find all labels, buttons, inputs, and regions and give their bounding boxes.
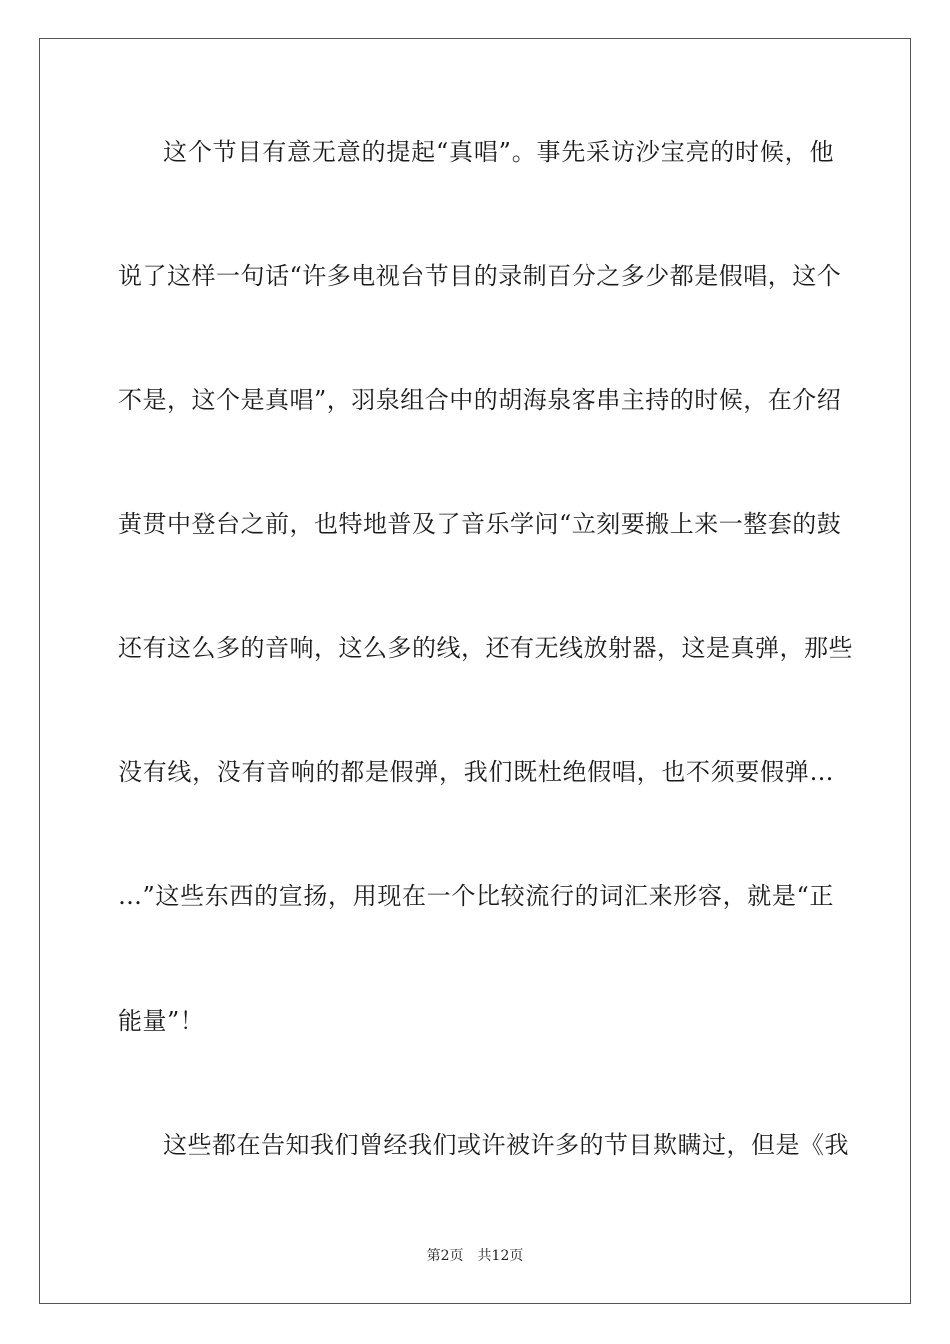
paragraph-1-line-6: 没有线，没有音响的都是假弹，我们既杜绝假唱，也不须要假弹… xyxy=(118,758,834,786)
paragraph-2-line-1: 这些都在告知我们曾经我们或许被许多的节目欺瞒过，但是《我 xyxy=(163,1131,849,1159)
paragraph-1-line-1: 这个节目有意无意的提起“真唱”。事先采访沙宝亮的时候，他 xyxy=(163,138,834,166)
paragraph-1-line-7: …”这些东西的宣扬，用现在一个比较流行的词汇来形容，就是“正 xyxy=(118,882,834,910)
page-total: 共12页 xyxy=(477,1248,524,1264)
paragraph-1-line-4: 黄贯中登台之前，也特地普及了音乐学问“立刻要搬上来一整套的鼓 xyxy=(118,510,842,538)
paragraph-1-line-3: 不是，这个是真唱”，羽泉组合中的胡海泉客串主持的时候，在介绍 xyxy=(118,386,842,414)
paragraph-1-line-8: 能量”！ xyxy=(118,1007,205,1035)
page-footer xyxy=(0,1247,950,1265)
page-border xyxy=(39,38,911,1304)
page-number: 第2页 xyxy=(426,1248,464,1264)
paragraph-1-line-2: 说了这样一句话“许多电视台节目的录制百分之多少都是假唱，这个 xyxy=(118,262,842,290)
paragraph-1-line-5: 还有这么多的音响，这么多的线，还有无线放射器，这是真弹，那些 xyxy=(118,634,853,662)
